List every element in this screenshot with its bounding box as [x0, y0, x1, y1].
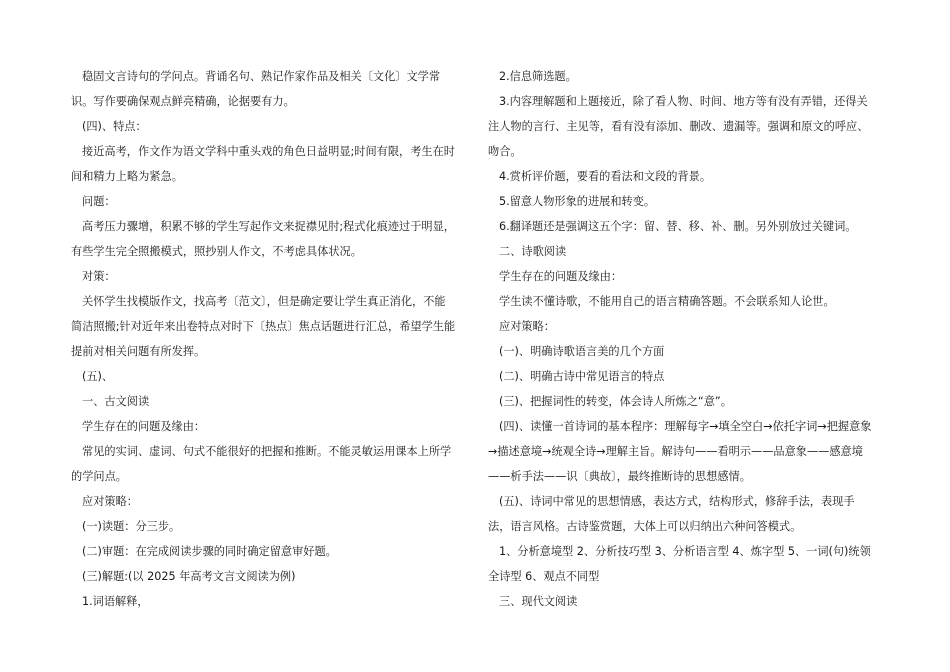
paragraph: (二)、明确古诗中常见语言的特点 [499, 370, 665, 383]
paragraph: 5.留意人物形象的进展和转变。 [499, 195, 656, 208]
section-heading: 一、古文阅读 [82, 395, 150, 408]
paragraph: 接近高考，作文作为语文学科中重头戏的角色日益明显;时间有限，考生在时间和精力上略为紧急。 [71, 145, 455, 183]
paragraph: (一)、明确诗歌语言美的几个方面 [499, 345, 665, 358]
paragraph: 问题： [82, 195, 116, 208]
paragraph: 学生存在的问题及缘由： [499, 270, 623, 283]
paragraph: (四)、读懂一首诗词的基本程序：理解每字→填全空白→依托字词→把握意象→描述意境→统观全诗→理解主旨。解诗句——看明示——品意象——感意境——析手法——识〔典故〕，最终推断诗的思想感情。 [488, 420, 872, 483]
paragraph: 关怀学生找模版作文，找高考〔范文〕，但是确定要让学生真正消化，不能简洁照搬;针对近年来出卷特点对时下〔热点〕焦点话题进行汇总，希望学生能提前对相关问题有所发挥。 [71, 295, 456, 358]
paragraph: 学生存在的问题及缘由： [82, 420, 206, 433]
paragraph: 4.赏析评价题，要看的看法和文段的背景。 [499, 170, 712, 183]
section-heading: 二、诗歌阅读 [499, 245, 567, 258]
right-column [488, 64, 873, 614]
paragraph: (一)读题：分三步。 [82, 520, 181, 533]
paragraph: 学生读不懂诗歌，不能用自己的语言精确答题。不会联系知人论世。 [499, 295, 835, 308]
paragraph: (五)、 [82, 370, 114, 383]
left-column [71, 64, 456, 614]
paragraph: (二)审题：在完成阅读步骤的同时确定留意审好题。 [82, 545, 337, 558]
paragraph: (五)、诗词中常见的思想情感，表达方式，结构形式，修辞手法，表现手法，语言风格。古诗鉴赏题，大体上可以归纳出六种问答模式。 [488, 495, 855, 533]
paragraph: (四)、特点： [82, 120, 147, 133]
paragraph: 应对策略： [499, 320, 555, 333]
paragraph: 常见的实词、虚词、句式不能很好的把握和推断。不能灵敏运用课本上所学的学问点。 [71, 445, 452, 483]
paragraph: 高考压力骤增，积累不够的学生写起作文来捉襟见肘;程式化痕迹过于明显，有些学生完全照搬模式，照抄别人作文，不考虑具体状况。 [71, 220, 455, 258]
paragraph: 1、分析意境型 2、分析技巧型 3、分析语言型 4、炼字型 5、一词(句)统领全诗型 6、观点不同型 [488, 545, 871, 583]
paragraph: (三)解题:(以 2025 年高考文言文阅读为例) [82, 570, 296, 583]
section-heading: 三、现代文阅读 [499, 595, 578, 608]
paragraph: 1.词语解释， [82, 595, 149, 608]
paragraph: 3.内容理解题和上题接近，除了看人物、时间、地方等有没有弄错，还得关注人物的言行、主见等，看有没有添加、删改、遗漏等。强调和原文的呼应、吻合。 [488, 95, 869, 158]
paragraph: 稳固文言诗句的学问点。背诵名句、熟记作家作品及相关〔文化〕文学常识。写作要确保观点鲜亮精确，论据要有力。 [71, 70, 441, 108]
paragraph: 对策： [82, 270, 116, 283]
paragraph: 应对策略： [82, 495, 138, 508]
paragraph: 2.信息筛选题。 [499, 70, 577, 83]
paragraph: 6.翻译题还是强调这五个字：留、替、移、补、删。另外别放过关键词。 [499, 220, 857, 233]
paragraph: (三)、把握词性的转变，体会诗人所炼之“意”。 [499, 395, 732, 408]
